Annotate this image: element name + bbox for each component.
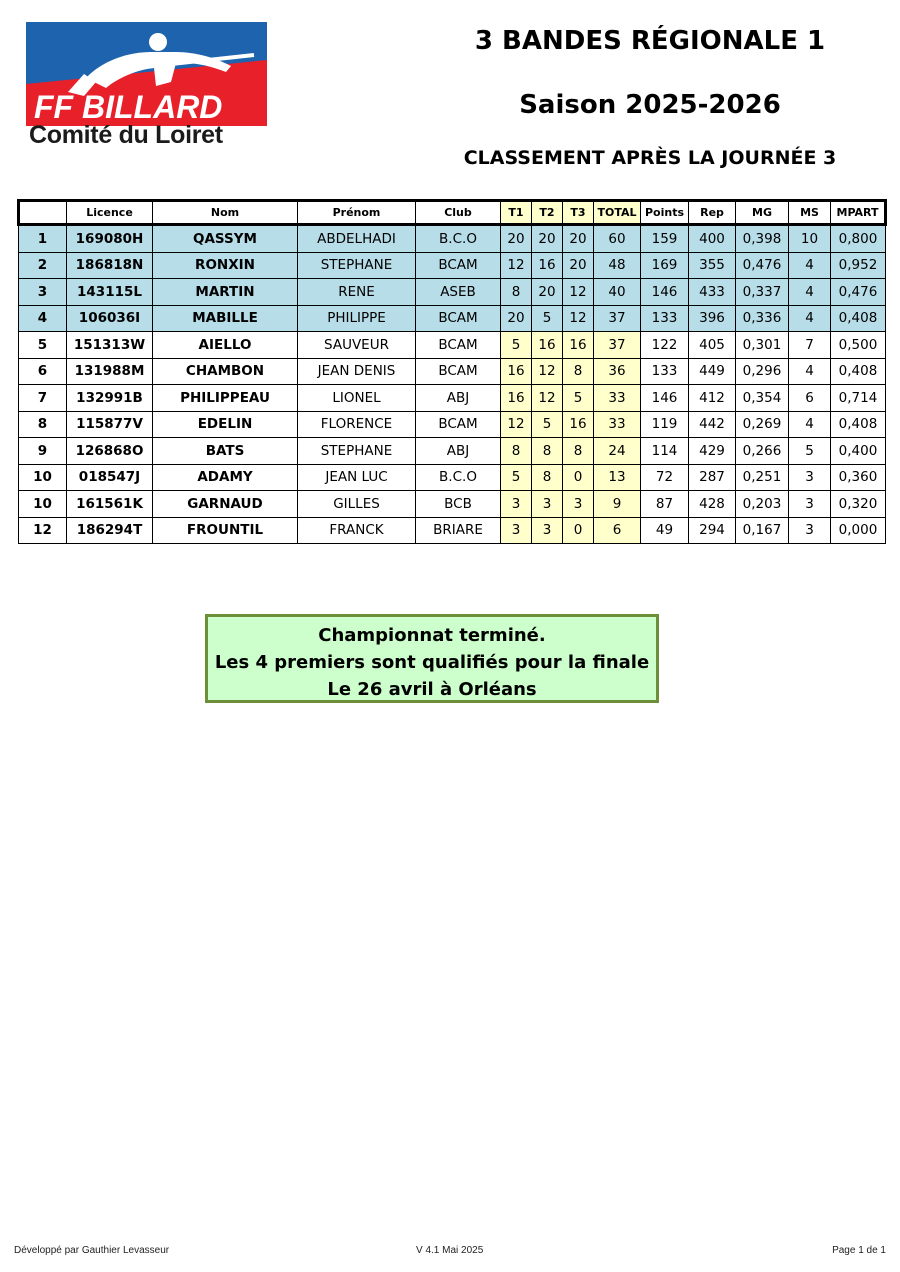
cell-mpart: 0,408: [831, 358, 886, 385]
cell-club: BCAM: [416, 305, 501, 332]
cell-points: 72: [641, 464, 689, 491]
cell-total: 13: [594, 464, 641, 491]
cell-nom: PHILIPPEAU: [153, 385, 298, 412]
table-row: [19, 517, 886, 544]
cell-t2: 5: [532, 305, 563, 332]
cell-prenom: PHILIPPE: [298, 305, 416, 332]
logo-brand-text: FF BILLARD: [34, 89, 223, 125]
cell-points: 159: [641, 225, 689, 253]
col-ms-header: MS: [789, 201, 831, 225]
cell-club: ASEB: [416, 279, 501, 306]
table-row: [19, 411, 886, 438]
season-title: Saison 2025-2026: [519, 90, 781, 120]
cell-t3: 20: [563, 225, 594, 253]
cell-ms: 4: [789, 411, 831, 438]
cell-ms: 3: [789, 491, 831, 518]
cell-prenom: FLORENCE: [298, 411, 416, 438]
col-total-header: TOTAL: [594, 201, 641, 225]
table-header-row: [19, 201, 886, 225]
cell-rep: 294: [689, 517, 736, 544]
cell-nom: MARTIN: [153, 279, 298, 306]
cell-club: ABJ: [416, 438, 501, 465]
cell-t1: 12: [501, 411, 532, 438]
cell-licence: 106036I: [67, 305, 153, 332]
cell-mg: 0,337: [736, 279, 789, 306]
cell-t3: 3: [563, 491, 594, 518]
cell-t2: 8: [532, 464, 563, 491]
cell-mg: 0,354: [736, 385, 789, 412]
cell-nom: EDELIN: [153, 411, 298, 438]
cell-licence: 161561K: [67, 491, 153, 518]
cell-mg: 0,167: [736, 517, 789, 544]
cell-ms: 10: [789, 225, 831, 253]
cell-mg: 0,296: [736, 358, 789, 385]
cell-nom: QASSYM: [153, 225, 298, 253]
cell-licence: 151313W: [67, 332, 153, 359]
footer-developer: Développé par Gauthier Levasseur: [14, 1245, 170, 1256]
cell-mg: 0,266: [736, 438, 789, 465]
cell-nom: MABILLE: [153, 305, 298, 332]
cell-rank: 10: [19, 491, 67, 518]
cell-rank: 2: [19, 252, 67, 279]
cell-prenom: SAUVEUR: [298, 332, 416, 359]
cell-ms: 4: [789, 279, 831, 306]
cell-t1: 5: [501, 464, 532, 491]
cell-total: 24: [594, 438, 641, 465]
cell-rep: 449: [689, 358, 736, 385]
cell-nom: RONXIN: [153, 252, 298, 279]
cell-t1: 3: [501, 491, 532, 518]
cell-rep: 429: [689, 438, 736, 465]
cell-rank: 4: [19, 305, 67, 332]
cell-t1: 16: [501, 358, 532, 385]
cell-points: 114: [641, 438, 689, 465]
cell-t3: 8: [563, 438, 594, 465]
table-row: [19, 438, 886, 465]
cell-nom: CHAMBON: [153, 358, 298, 385]
col-prenom-header: Prénom: [298, 201, 416, 225]
cell-nom: FROUNTIL: [153, 517, 298, 544]
cell-total: 33: [594, 385, 641, 412]
cell-t2: 3: [532, 491, 563, 518]
note-line-2: Les 4 premiers sont qualifiés pour la finale: [214, 652, 650, 673]
cell-rank: 10: [19, 464, 67, 491]
cell-t1: 3: [501, 517, 532, 544]
cell-licence: 126868O: [67, 438, 153, 465]
ranking-subtitle: CLASSEMENT APRÈS LA JOURNÉE 3: [463, 147, 837, 169]
cell-prenom: FRANCK: [298, 517, 416, 544]
cell-mg: 0,336: [736, 305, 789, 332]
cell-rep: 433: [689, 279, 736, 306]
table-row: [19, 305, 886, 332]
cell-mg: 0,301: [736, 332, 789, 359]
cell-t2: 3: [532, 517, 563, 544]
cell-rep: 405: [689, 332, 736, 359]
cell-club: BCB: [416, 491, 501, 518]
cell-mpart: 0,952: [831, 252, 886, 279]
cell-t2: 8: [532, 438, 563, 465]
cell-licence: 115877V: [67, 411, 153, 438]
cell-t2: 12: [532, 358, 563, 385]
cell-mg: 0,251: [736, 464, 789, 491]
col-mg-header: MG: [736, 201, 789, 225]
cell-total: 9: [594, 491, 641, 518]
cell-total: 60: [594, 225, 641, 253]
cell-club: B.C.O: [416, 225, 501, 253]
col-t2-header: T2: [532, 201, 563, 225]
cell-t1: 20: [501, 305, 532, 332]
cell-licence: 186294T: [67, 517, 153, 544]
cell-nom: GARNAUD: [153, 491, 298, 518]
col-mpart-header: MPART: [831, 201, 886, 225]
table-row: [19, 332, 886, 359]
cell-points: 146: [641, 279, 689, 306]
standings-body: [19, 225, 886, 544]
cell-rep: 396: [689, 305, 736, 332]
cell-club: BCAM: [416, 411, 501, 438]
cell-ms: 6: [789, 385, 831, 412]
cell-club: BCAM: [416, 332, 501, 359]
cell-rank: 12: [19, 517, 67, 544]
cell-licence: 132991B: [67, 385, 153, 412]
cell-total: 37: [594, 332, 641, 359]
cell-points: 49: [641, 517, 689, 544]
col-t1-header: T1: [501, 201, 532, 225]
cell-nom: BATS: [153, 438, 298, 465]
cell-ms: 3: [789, 464, 831, 491]
col-rep-header: Rep: [689, 201, 736, 225]
note-line-3: Le 26 avril à Orléans: [327, 679, 537, 700]
cell-licence: 143115L: [67, 279, 153, 306]
cell-t1: 8: [501, 279, 532, 306]
cell-prenom: GILLES: [298, 491, 416, 518]
cell-t3: 20: [563, 252, 594, 279]
cell-club: ABJ: [416, 385, 501, 412]
cell-prenom: ABDELHADI: [298, 225, 416, 253]
cell-club: BCAM: [416, 252, 501, 279]
col-points-header: Points: [641, 201, 689, 225]
cell-ms: 4: [789, 305, 831, 332]
cell-rank: 3: [19, 279, 67, 306]
cell-t1: 12: [501, 252, 532, 279]
note-line-1: Championnat terminé.: [318, 625, 546, 646]
cell-total: 6: [594, 517, 641, 544]
cell-t2: 20: [532, 225, 563, 253]
cell-mpart: 0,800: [831, 225, 886, 253]
cell-points: 119: [641, 411, 689, 438]
competition-title: 3 BANDES RÉGIONALE 1: [474, 26, 826, 56]
cell-points: 122: [641, 332, 689, 359]
cell-licence: 018547J: [67, 464, 153, 491]
cell-ms: 4: [789, 358, 831, 385]
cell-rep: 412: [689, 385, 736, 412]
cell-total: 37: [594, 305, 641, 332]
table-row: [19, 358, 886, 385]
cell-t3: 5: [563, 385, 594, 412]
table-row: [19, 252, 886, 279]
championship-note: [205, 614, 659, 703]
cell-mpart: 0,320: [831, 491, 886, 518]
ff-billard-logo: [26, 22, 267, 152]
logo-graphic: [26, 22, 267, 126]
table-row: [19, 385, 886, 412]
cell-points: 133: [641, 305, 689, 332]
cell-rep: 400: [689, 225, 736, 253]
cell-t3: 16: [563, 411, 594, 438]
cell-mg: 0,203: [736, 491, 789, 518]
cell-mpart: 0,500: [831, 332, 886, 359]
cell-total: 33: [594, 411, 641, 438]
cell-prenom: LIONEL: [298, 385, 416, 412]
cell-ms: 4: [789, 252, 831, 279]
cell-prenom: STEPHANE: [298, 252, 416, 279]
cell-prenom: JEAN LUC: [298, 464, 416, 491]
cell-t1: 16: [501, 385, 532, 412]
cell-mg: 0,476: [736, 252, 789, 279]
cell-club: BCAM: [416, 358, 501, 385]
cell-t1: 5: [501, 332, 532, 359]
cell-t3: 0: [563, 517, 594, 544]
cell-points: 169: [641, 252, 689, 279]
cell-t3: 12: [563, 279, 594, 306]
cell-points: 133: [641, 358, 689, 385]
cell-t2: 16: [532, 252, 563, 279]
cell-prenom: STEPHANE: [298, 438, 416, 465]
cell-total: 48: [594, 252, 641, 279]
cell-licence: 169080H: [67, 225, 153, 253]
cell-rank: 7: [19, 385, 67, 412]
standings-table: [17, 199, 887, 544]
cell-t2: 12: [532, 385, 563, 412]
col-nom-header: Nom: [153, 201, 298, 225]
cell-rep: 355: [689, 252, 736, 279]
cell-rep: 442: [689, 411, 736, 438]
cell-points: 87: [641, 491, 689, 518]
cell-rep: 428: [689, 491, 736, 518]
cell-ms: 3: [789, 517, 831, 544]
cell-rep: 287: [689, 464, 736, 491]
cell-mpart: 0,408: [831, 305, 886, 332]
cell-nom: ADAMY: [153, 464, 298, 491]
cell-ms: 7: [789, 332, 831, 359]
cell-club: BRIARE: [416, 517, 501, 544]
cell-licence: 131988M: [67, 358, 153, 385]
cell-rank: 6: [19, 358, 67, 385]
col-rank-header: [19, 201, 67, 225]
cell-rank: 1: [19, 225, 67, 253]
cell-points: 146: [641, 385, 689, 412]
cell-t3: 12: [563, 305, 594, 332]
cell-mg: 0,269: [736, 411, 789, 438]
cell-ms: 5: [789, 438, 831, 465]
cell-mpart: 0,714: [831, 385, 886, 412]
cell-mpart: 0,408: [831, 411, 886, 438]
cell-t3: 8: [563, 358, 594, 385]
col-club-header: Club: [416, 201, 501, 225]
cell-club: B.C.O: [416, 464, 501, 491]
cell-t3: 16: [563, 332, 594, 359]
cell-t1: 20: [501, 225, 532, 253]
cell-mpart: 0,360: [831, 464, 886, 491]
col-t3-header: T3: [563, 201, 594, 225]
cell-mpart: 0,476: [831, 279, 886, 306]
col-licence-header: Licence: [67, 201, 153, 225]
cell-prenom: RENE: [298, 279, 416, 306]
footer-version: V 4.1 Mai 2025: [416, 1245, 484, 1256]
cell-licence: 186818N: [67, 252, 153, 279]
logo-subtitle: Comité du Loiret: [29, 121, 223, 149]
cell-t2: 20: [532, 279, 563, 306]
cell-total: 36: [594, 358, 641, 385]
cell-total: 40: [594, 279, 641, 306]
cell-nom: AIELLO: [153, 332, 298, 359]
cell-mpart: 0,400: [831, 438, 886, 465]
cell-t2: 5: [532, 411, 563, 438]
cell-mpart: 0,000: [831, 517, 886, 544]
footer-page: Page 1 de 1: [832, 1245, 886, 1256]
cell-t3: 0: [563, 464, 594, 491]
cell-mg: 0,398: [736, 225, 789, 253]
table-row: [19, 464, 886, 491]
cell-prenom: JEAN DENIS: [298, 358, 416, 385]
cell-t1: 8: [501, 438, 532, 465]
cell-t2: 16: [532, 332, 563, 359]
cell-rank: 9: [19, 438, 67, 465]
cell-rank: 8: [19, 411, 67, 438]
table-row: [19, 491, 886, 518]
table-row: [19, 279, 886, 306]
cell-rank: 5: [19, 332, 67, 359]
table-row: [19, 225, 886, 253]
